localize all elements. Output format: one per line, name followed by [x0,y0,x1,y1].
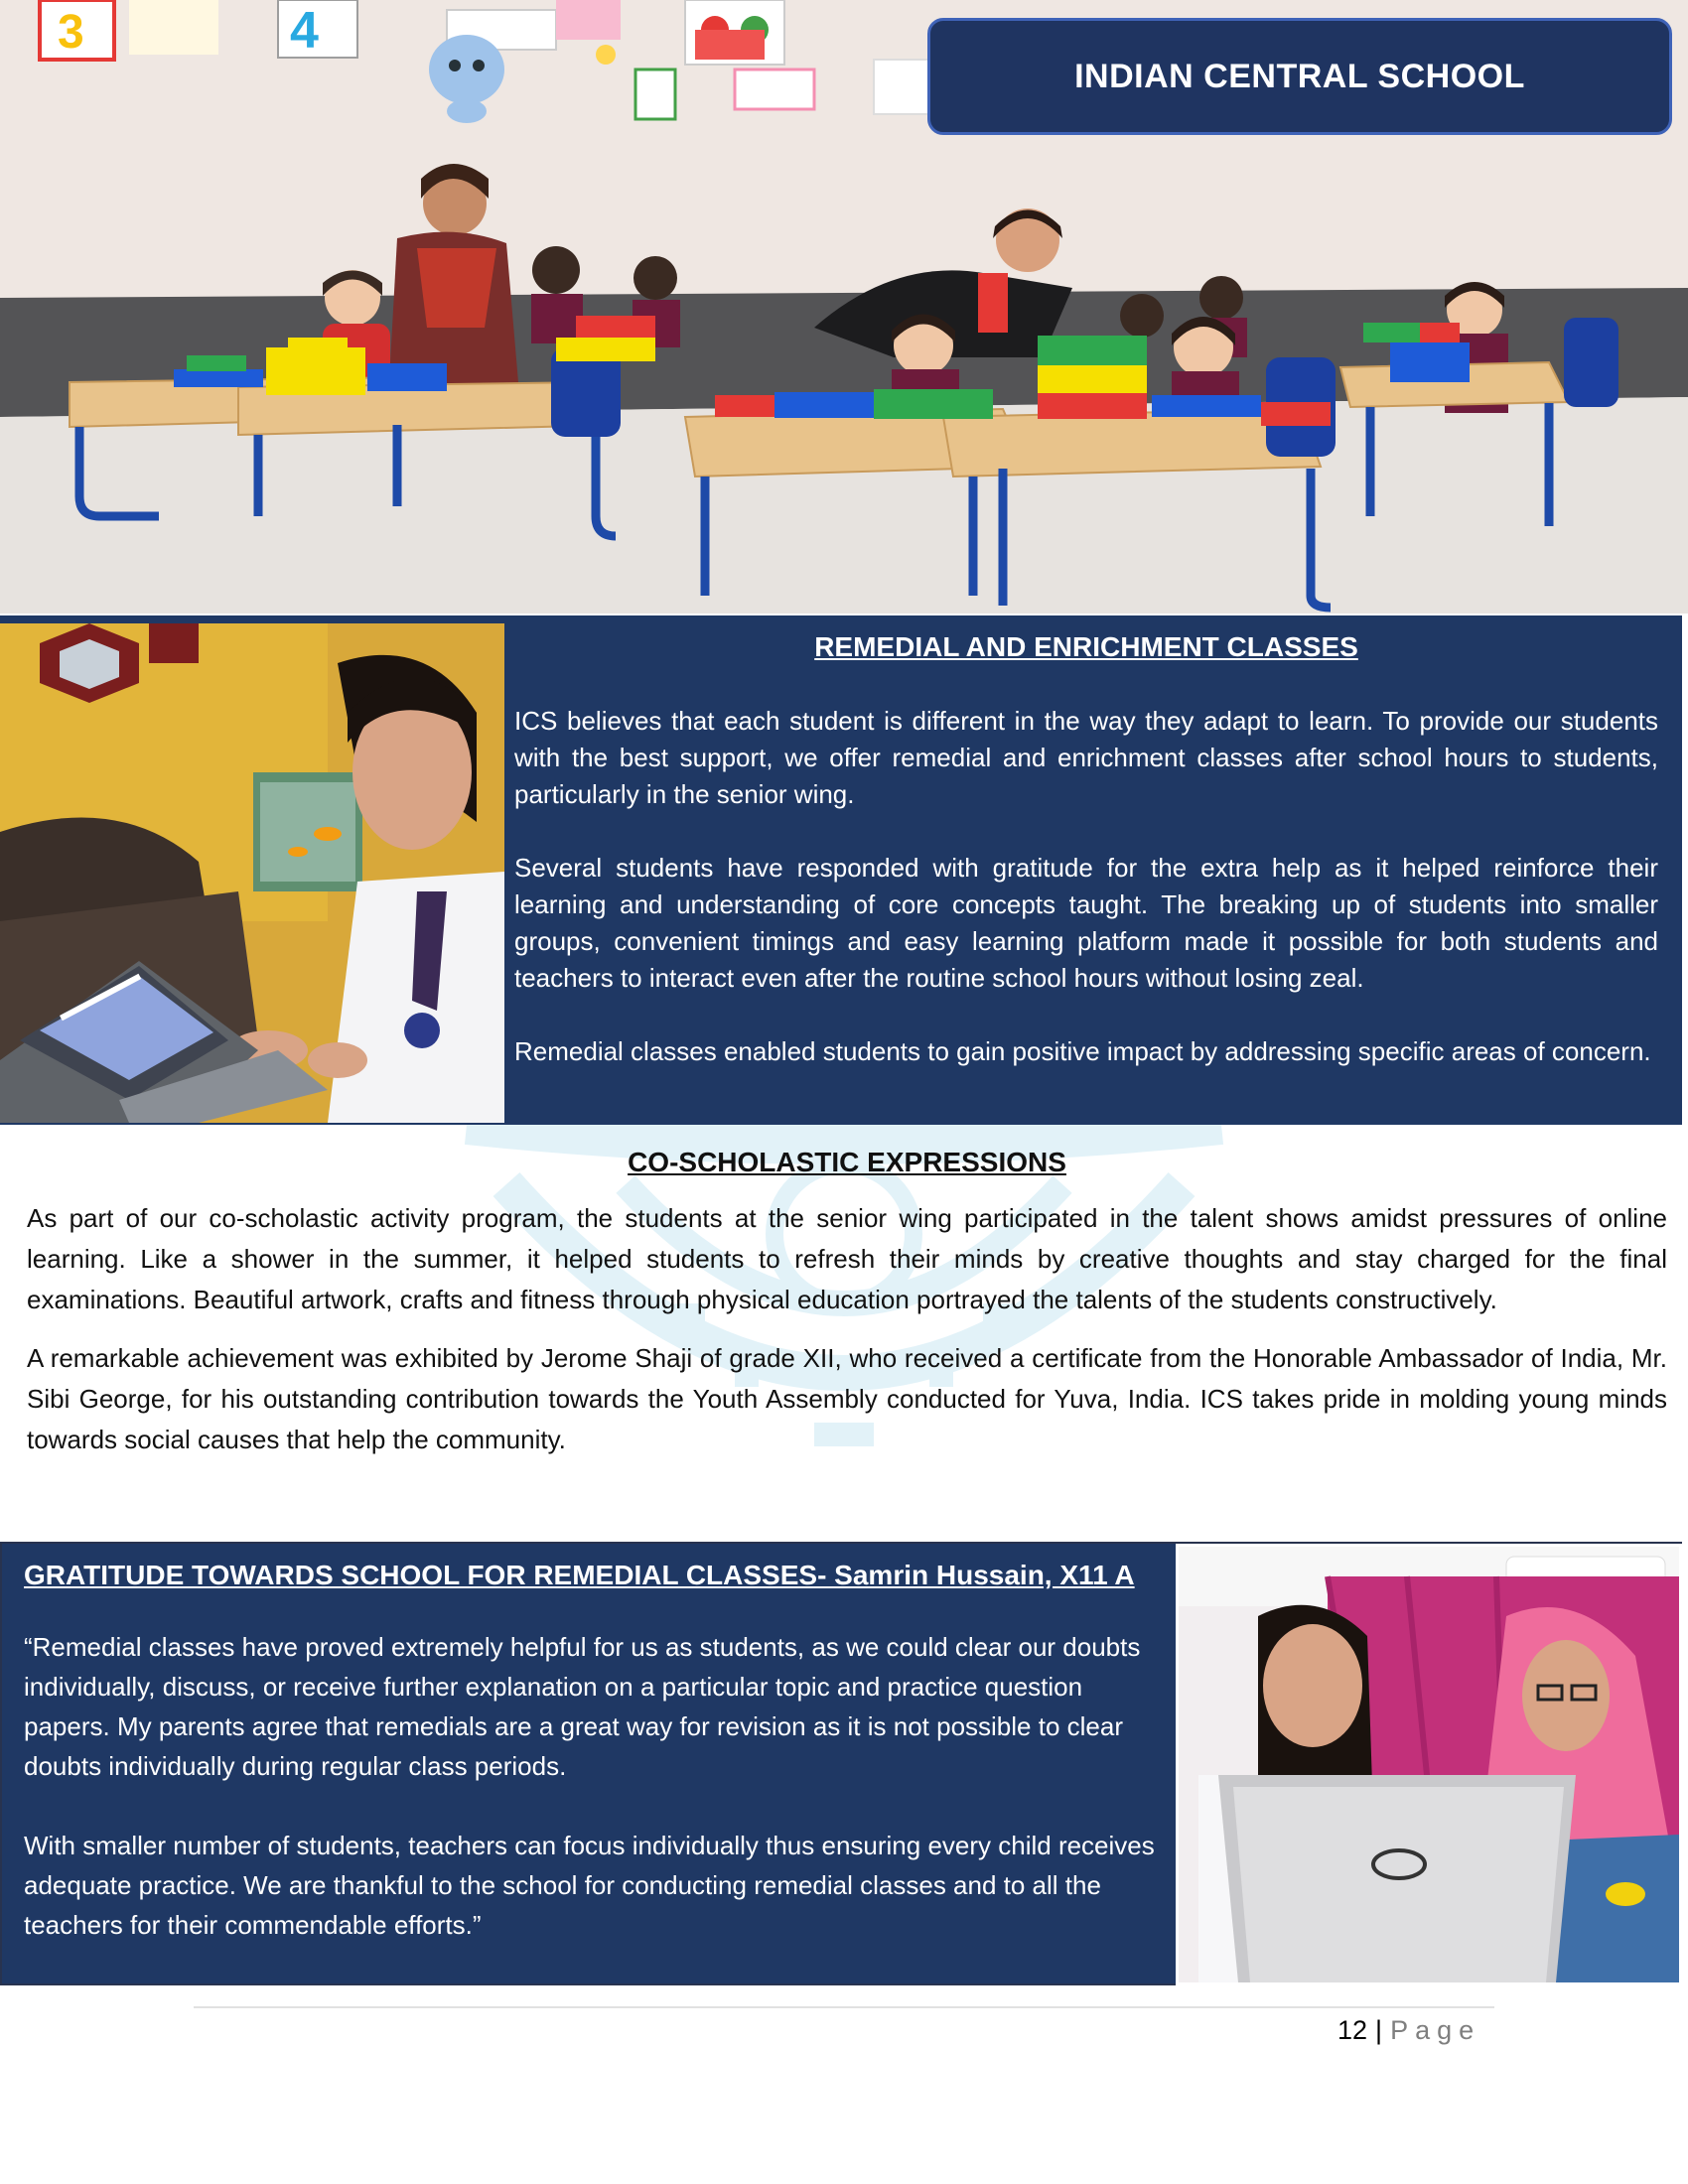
remedial-title: REMEDIAL AND ENRICHMENT CLASSES [814,631,1358,662]
gratitude-text [24,1558,1166,1984]
page-number: 12 [1337,2015,1368,2045]
student-laptop-illustration [0,623,504,1123]
co-scholastic-paragraph: As part of our co-scholastic activity program, the students at the senior wing participated in the talent shows amidst pressures of online learning. Like a shower in the summer, it helped students to refresh their minds by creative thoughts and stay charged for the final examinations. Beautiful artwork, crafts and fitness through physical education portrayed the talents of the students constructively. [27,1203,1667,1314]
student-parent-photo [1176,1544,1682,1985]
co-scholastic-paragraph: A remarkable achievement was exhibited by Jerome Shaji of grade XII, who received a certificate from the Honorable Ambassador of India, Mr. Sibi George, for his outstanding contribution towards the Youth Assembly conducted for Yuva, India. ICS takes pride in molding young minds towards social causes that help the community. [27,1343,1667,1454]
gratitude-paragraph: With smaller number of students, teachers can focus individually thus ensuring every child receives adequate practice. We are thankful to the school for conducting remedial classes and to all the teachers for their commendable efforts.” [24,1831,1155,1940]
remedial-paragraph: Several students have responded with gratitude for the extra help as it helped reinforce their learning and understanding of core concepts taught. The breaking up of students into smaller groups, convenient timings and easy learning platform made it possible for both students and teachers to interact even after the routine school hours without losing zeal. [514,853,1658,993]
footer-divider [194,2006,1494,2008]
co-scholastic-text [27,1145,1667,1478]
school-name-banner [927,18,1672,135]
remedial-section [0,615,1682,1125]
remedial-text [514,629,1658,1107]
co-scholastic-title: CO-SCHOLASTIC EXPRESSIONS [628,1147,1066,1177]
remedial-paragraph: Remedial classes enabled students to gain positive impact by addressing specific areas of concern. [514,1036,1651,1066]
page-separator: | [1375,2015,1383,2045]
gratitude-title: GRATITUDE TOWARDS SCHOOL FOR REMEDIAL CLASSES- Samrin Hussain, X11 A [24,1560,1135,1590]
school-name: INDIAN CENTRAL SCHOOL [1074,57,1525,95]
page-label: Page [1390,2015,1481,2045]
gratitude-section [0,1542,1682,1985]
student-laptop-photo [0,623,504,1123]
classroom-photo [0,0,1688,614]
co-scholastic-section [0,1125,1688,1544]
student-parent-illustration [1179,1547,1679,1982]
gratitude-paragraph: “Remedial classes have proved extremely helpful for us as students, as we could clear our doubts individually, discuss, or receive further explanation on a particular topic and practice question papers. My parents agree that remedials are a great way for revision as it is not possible to clear doubts individually during regular class periods. [24,1632,1141,1781]
svg-text:3: 3 [58,6,84,59]
page-number-footer [1337,2015,1480,2046]
remedial-paragraph: ICS believes that each student is different in the way they adapt to learn. To provide our students with the best support, we offer remedial and enrichment classes after school hours to students, particularly in the senior wing. [514,706,1658,809]
svg-text:4: 4 [290,2,319,60]
